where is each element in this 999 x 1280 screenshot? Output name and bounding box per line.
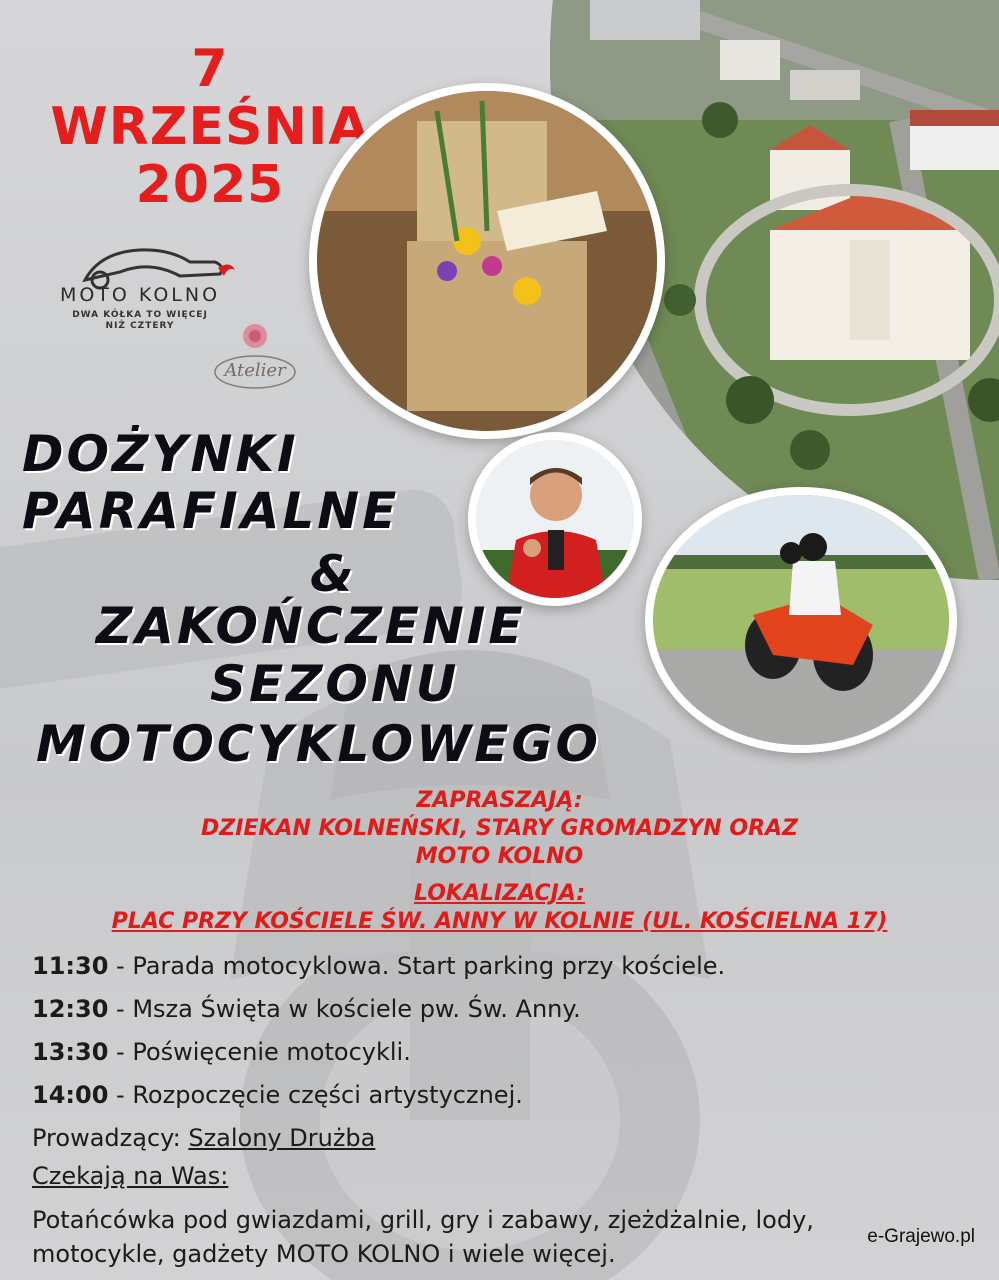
logo-tagline-line1: DWA KÓŁKA TO WIĘCEJ: [72, 310, 208, 320]
headline-line-5: MOTOCYKLOWEGO: [36, 715, 601, 773]
extras-heading: Czekają na Was:: [32, 1162, 229, 1190]
schedule-text: - Poświęcenie motocykli.: [108, 1038, 411, 1066]
date-day: 7: [191, 39, 229, 99]
schedule-item: [32, 1081, 523, 1109]
logo-title: MOTO KOLNO: [59, 284, 221, 306]
host-portrait-photo: [468, 432, 642, 606]
source-watermark: e-Grajewo.pl: [867, 1226, 975, 1247]
schedule-text: - Rozpoczęcie części artystycznej.: [108, 1081, 523, 1109]
schedule-time: 11:30: [32, 952, 109, 980]
host-line: [32, 1124, 375, 1152]
schedule-text: - Parada motocyklowa. Start parking przy kościele.: [108, 952, 726, 980]
headline-line-1: DOŻYNKI: [22, 425, 299, 483]
motorcycle-riders-photo: [645, 487, 957, 753]
headline-line-4: SEZONU: [210, 655, 460, 713]
location-block: [0, 880, 999, 936]
extras-line-1: Potańcówka pod gwiazdami, grill, gry i zabawy, zjeżdżalnie, lody,: [32, 1206, 814, 1234]
atelier-label: Atelier: [224, 360, 286, 381]
organisers-line-1: DZIEKAN KOLNEŃSKI, STARY GROMADZYN ORAZ: [200, 816, 799, 841]
atelier-logo: [205, 312, 305, 402]
schedule-item: [32, 952, 725, 980]
logo-tagline-line2: NIŻ CZTERY: [105, 321, 175, 331]
harvest-wreath-photo: [309, 83, 665, 439]
schedule-item: [32, 995, 581, 1023]
location-address: PLAC PRZY KOŚCIELE ŚW. ANNY W KOLNIE (UL. KOŚCIELNA 17): [111, 909, 888, 934]
headline-line-3: ZAKOŃCZENIE: [96, 597, 526, 655]
schedule-time: 12:30: [32, 995, 109, 1023]
schedule-time: 14:00: [32, 1081, 109, 1109]
schedule-time: 13:30: [32, 1038, 109, 1066]
date-month: WRZEŚNIA: [50, 97, 370, 157]
motorcycle-logo-icon: [30, 240, 250, 290]
date-year: 2025: [135, 155, 285, 215]
schedule-text: - Msza Święta w kościele pw. Św. Anny.: [108, 995, 581, 1023]
extras-line-2: motocykle, gadżety MOTO KOLNO i wiele więcej.: [32, 1240, 616, 1268]
headline-ampersand: &: [310, 545, 357, 603]
organisers-block: [0, 787, 999, 871]
location-heading: LOKALIZACJA:: [413, 881, 586, 906]
schedule-item: [32, 1038, 411, 1066]
organisers-line-2: MOTO KOLNO: [415, 844, 584, 869]
headline-line-2: PARAFIALNE: [22, 482, 400, 540]
organisers-heading: ZAPRASZAJĄ:: [416, 788, 583, 813]
host-name: Szalony Drużba: [188, 1124, 376, 1152]
host-label: Prowadzący:: [32, 1124, 189, 1152]
rose-icon: [205, 312, 305, 402]
